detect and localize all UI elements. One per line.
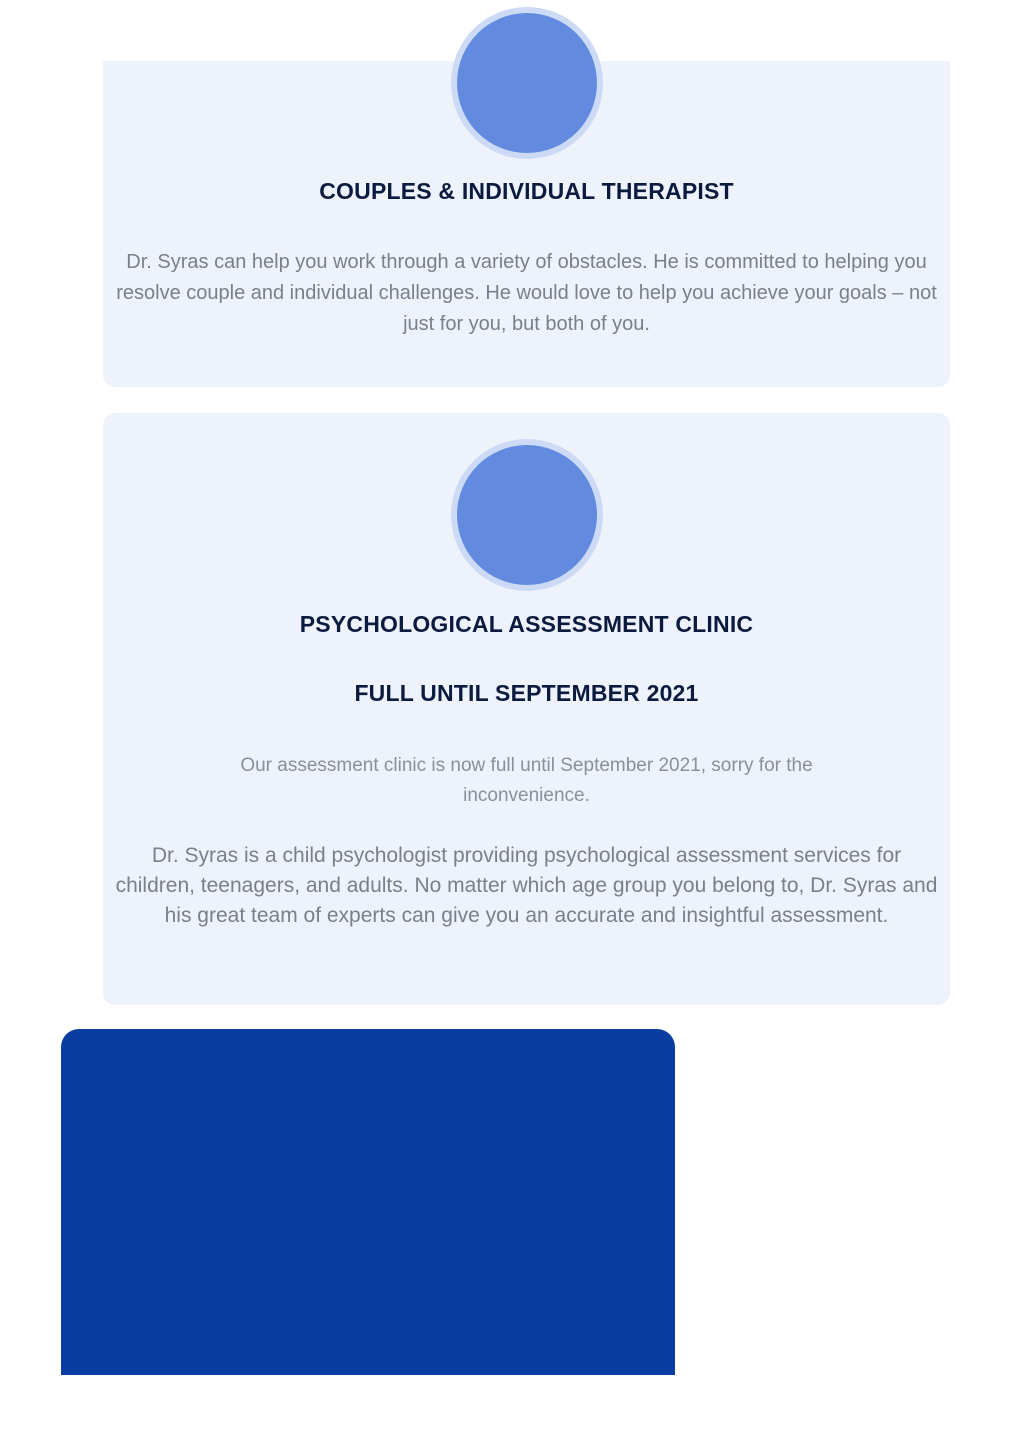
service-title: PSYCHOLOGICAL ASSESSMENT CLINIC — [299, 611, 754, 637]
service-description: Dr. Syras can help you work through a variety of obstacles. He is committed to helping you resolve couple and individual challenges. He would love to help you achieve your goals – not just for you, but both of you. — [116, 251, 937, 335]
service-image-placeholder — [457, 445, 597, 585]
service-notice: Our assessment clinic is now full until September 2021, sorry for the inconvenience. — [240, 755, 813, 806]
service-card-assessment-clinic — [103, 413, 950, 1005]
blue-content-block — [61, 1029, 675, 1375]
service-card-couples-therapy — [103, 61, 950, 387]
service-image-placeholder — [457, 13, 597, 153]
service-title: COUPLES & INDIVIDUAL THERAPIST — [319, 178, 734, 204]
service-description: Dr. Syras is a child psychologist providing psychological assessment services for children, teenagers, and adults. No matter which age group you belong to, Dr. Syras and his great team of experts can give you an accurate and insightful assessment. — [115, 844, 938, 927]
service-status-subtitle: FULL UNTIL SEPTEMBER 2021 — [354, 680, 699, 706]
